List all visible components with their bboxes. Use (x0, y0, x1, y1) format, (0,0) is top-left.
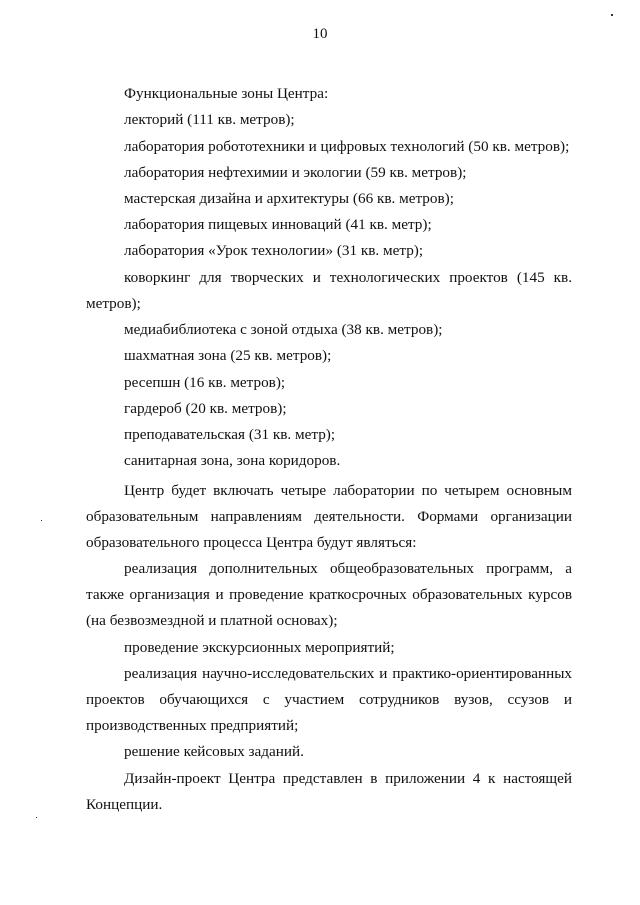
paragraph-line: образовательным направлениям деятельности. Формами организации (86, 508, 572, 525)
zone-item: преподавательская (31 кв. метр); (124, 426, 336, 443)
form-item-line: (на безвозмездной и платной основах); (86, 612, 338, 629)
zone-item: лекторий (111 кв. метров); (124, 111, 295, 128)
form-item-line: производственных предприятий; (86, 717, 299, 734)
zone-item: санитарная зона, зона коридоров. (124, 452, 341, 469)
zone-item: лаборатория нефтехимии и экологии (59 кв. метров); (124, 164, 467, 181)
zone-item: ресепшн (16 кв. метров); (124, 374, 286, 391)
paragraph-line: Центр будет включать четыре лаборатории по четырем основным (124, 482, 572, 499)
scan-artifact (41, 520, 42, 521)
form-item-line: проектов обучающихся с участием сотрудников вузов, ссузов и (86, 691, 572, 708)
zone-item: лаборатория «Урок технологии» (31 кв. метр); (124, 242, 424, 259)
form-item-line: реализация научно-исследовательских и практико-ориентированных (124, 665, 572, 682)
closing-line: Концепции. (86, 796, 163, 813)
zones-heading: Функциональные зоны Центра: (124, 85, 329, 102)
scan-artifact (36, 817, 37, 818)
form-item-line: также организация и проведение краткосрочных образовательных курсов (86, 586, 572, 603)
zone-item-coworking-continued: метров); (86, 295, 141, 312)
paragraph-line: образовательного процесса Центра будут являться: (86, 534, 417, 551)
form-item-line: проведение экскурсионных мероприятий; (124, 639, 395, 656)
form-item-line: решение кейсовых заданий. (124, 743, 304, 760)
zone-item: лаборатория робототехники и цифровых технологий (50 кв. метров); (124, 138, 570, 155)
zone-item: лаборатория пищевых инноваций (41 кв. метр); (124, 216, 432, 233)
zone-item: гардероб (20 кв. метров); (124, 400, 287, 417)
closing-line: Дизайн-проект Центра представлен в приложении 4 к настоящей (124, 770, 572, 787)
zone-item: шахматная зона (25 кв. метров); (124, 347, 332, 364)
zone-item: мастерская дизайна и архитектуры (66 кв. метров); (124, 190, 454, 207)
form-item-line: реализация дополнительных общеобразовательных программ, а (124, 560, 572, 577)
page-number: 10 (312, 26, 328, 42)
zone-item: медиабиблиотека с зоной отдыха (38 кв. метров); (124, 321, 443, 338)
scan-artifact (611, 14, 613, 16)
zone-item-coworking: коворкинг для творческих и технологических проектов (145 кв. (124, 269, 572, 286)
